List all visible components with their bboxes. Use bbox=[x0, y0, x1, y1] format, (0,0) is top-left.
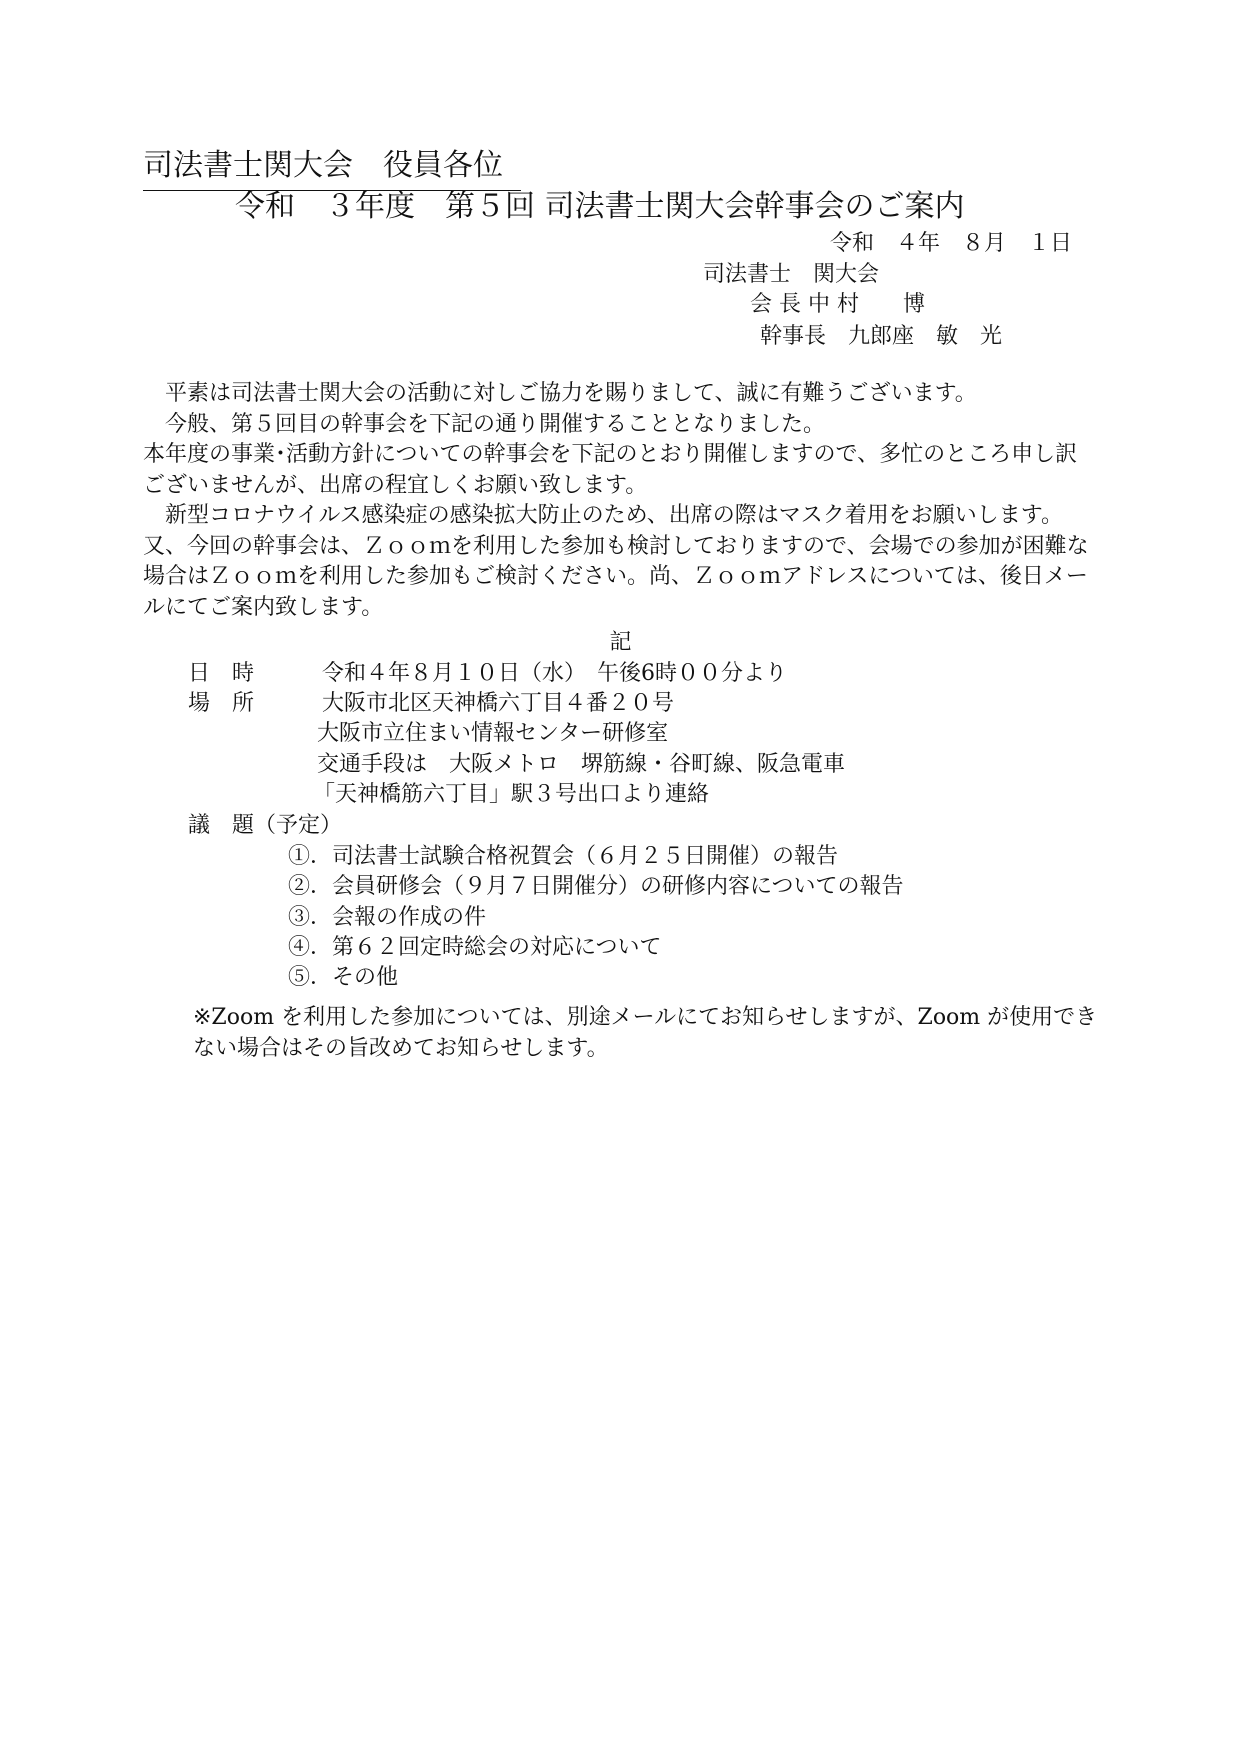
sender-chairman: 会 長 中 村 博 bbox=[750, 292, 925, 317]
details-heading: 記 bbox=[609, 630, 632, 655]
issue-date: 令和 ４年 ８月 １日 bbox=[830, 231, 1073, 256]
details-heading-wrap bbox=[0, 628, 1241, 658]
place-line: 「天神橋筋六丁目」駅３号出口より連絡 bbox=[313, 782, 710, 807]
addressee: 司法書士関大会 役員各位 bbox=[143, 148, 503, 183]
agenda-item: ①．司法書士試験合格祝賀会（６月２５日開催）の報告 bbox=[288, 844, 839, 869]
sender-organization: 司法書士 関大会 bbox=[703, 262, 880, 287]
datetime-label: 日 時 bbox=[188, 661, 255, 686]
body-paragraph: 平素は司法書士関大会の活動に対しご協力を賜りまして、誠に有難うございます。 bbox=[143, 381, 977, 406]
body-paragraph: 新型コロナウイルス感染症の感染拡大防止のため、出席の際はマスク着用をお願いします。又、今回の幹事会は、Ｚｏｏｍを利用した参加も検討しておりますので、会場での参加が困難な場合はＺｏｏｍを利用した参加もご検討ください。尚、Ｚｏｏｍアドレスについては、後日メールにてご案内致します。 bbox=[143, 503, 1089, 620]
agenda-item: ②．会員研修会（９月７日開催分）の研修内容についての報告 bbox=[288, 874, 904, 899]
place-line: 大阪市北区天神橋六丁目４番２０号 bbox=[322, 691, 675, 716]
body-paragraph: 本年度の事業･活動方針についての幹事会を下記のとおり開催しますので、多忙のところ申し訳ございませんが、出席の程宜しくお願い致します。 bbox=[143, 442, 1078, 498]
place-line: 大阪市立住まい情報センター研修室 bbox=[317, 721, 669, 746]
body-text bbox=[143, 379, 1091, 623]
document-title: 令和 ３年度 第５回 司法書士関大会幹事会のご案内 bbox=[235, 189, 965, 224]
agenda-item: ③．会報の作成の件 bbox=[288, 905, 487, 930]
body-paragraph: 今般、第５回目の幹事会を下記の通り開催することとなりました。 bbox=[143, 411, 826, 437]
agenda-item: ⑤．その他 bbox=[288, 965, 399, 990]
datetime-value: 令和４年８月１０日（水） 午後6時００分より bbox=[322, 661, 787, 686]
place-label: 場 所 bbox=[188, 691, 255, 716]
place-line: 交通手段は 大阪メトロ 堺筋線・谷町線、阪急電車 bbox=[317, 752, 846, 777]
agenda-label: 議 題（予定） bbox=[188, 813, 343, 838]
agenda-item: ④．第６２回定時総会の対応について bbox=[288, 935, 662, 960]
zoom-note: ※Zoom を利用した参加については、別途メールにてお知らせしますが、Zoom が使用できない場合はその旨改めてお知らせします。 bbox=[193, 1005, 1098, 1061]
sender-secretary: 幹事長 九郎座 敏 光 bbox=[760, 324, 1003, 349]
